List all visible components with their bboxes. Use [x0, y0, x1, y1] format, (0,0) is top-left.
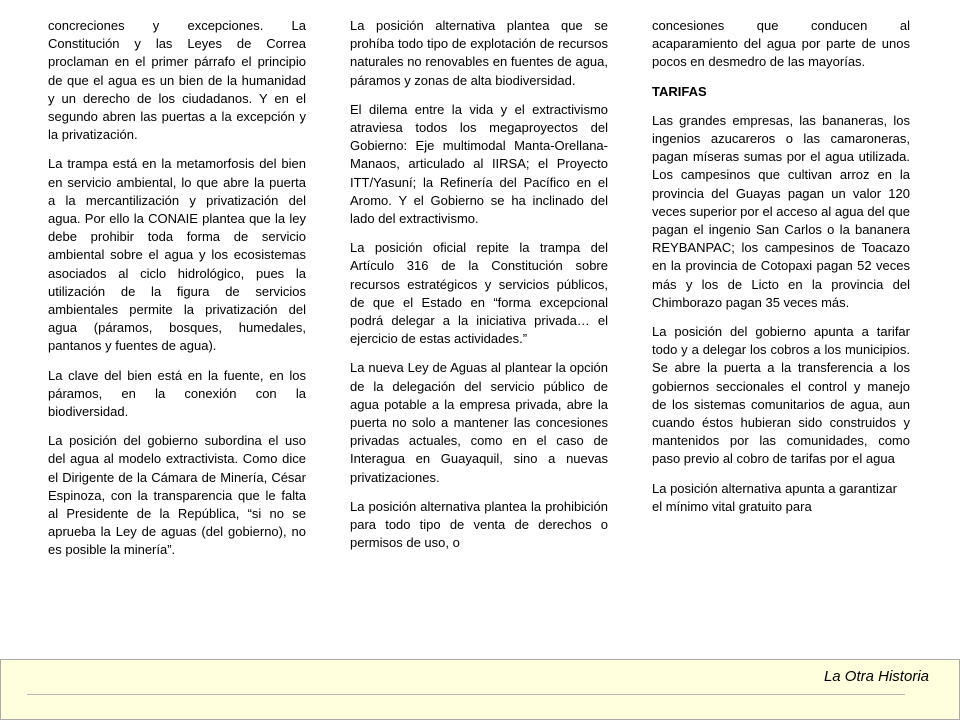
footer-bar	[0, 659, 960, 720]
text-column-3	[652, 17, 910, 527]
paragraph: El dilema entre la vida y el extractivismo atraviesa todos los megaproyectos del Gobierno: Eje multimodal Manta-Orellana-Manaos, articulado al IIRSA; el Proyecto ITT/Yasuní; la Refinería del Pacífico en el Aromo. Y el Gobierno se ha inclinado del lado del extractivismo.	[350, 101, 608, 227]
section-heading-tarifas: TARIFAS	[652, 83, 707, 99]
text-column-1	[48, 17, 306, 571]
paragraph: La posición del gobierno apunta a tarifar todo y a delegar los cobros a los municipios. Se abre la puerta a la transferencia a los gobiernos seccionales el control y manejo de los sistemas comunitarios de agua, aun cuando éstos hubieran sido construidos y mantenidos por las comunidades, como paso previo al cobro de tarifas por el agua	[652, 324, 910, 467]
paragraph: La posición alternativa plantea que se prohíba todo tipo de explotación de recursos naturales no renovables en fuentes de agua, páramos y zonas de alta biodiversidad.	[350, 18, 608, 88]
paragraph: concesiones que conducen al acaparamiento del agua por parte de unos pocos en desmedro de las mayorías.	[652, 18, 910, 70]
footer-label: La Otra Historia	[823, 668, 929, 685]
paragraph: concreciones y excepciones. La Constitución y las Leyes de Correa proclaman en el primer párrafo el principio de que el agua es un bien de la humanidad y un derecho de los ciudadanos. Y en el segundo abren las puertas a la excepción y la privatización.	[48, 18, 306, 143]
text-column-2	[350, 17, 608, 563]
paragraph: La trampa está en la metamorfosis del bien en servicio ambiental, lo que abre la puerta a la mercantilización y privatización del agua. Por ello la CONAIE plantea que la ley debe prohibir toda forma de servicio ambiental sobre el agua y los ecosistemas asociados al ciclo hidrológico, pues la utilización de la figura de servicios ambientales permite la privatización del agua (páramos, bosques, humedales, pantanos y fuentes de agua).	[48, 156, 306, 354]
paragraph: La posición oficial repite la trampa del Artículo 316 de la Constitución sobre recursos estratégicos y servicios públicos, de que el Estado en “forma excepcional podrá delegar a la iniciativa privada… el ejercicio de estas actividades.”	[350, 240, 608, 347]
paragraph: Las grandes empresas, las bananeras, los ingenios azucareros o las camaroneras, pagan míseras sumas por el agua utilizada. Los campesinos que cultivan arroz en la provincia del Guayas pagan un valor 120 veces superior por el acceso al agua del que pagan el ingenio San Carlos o la bananera REYBANPAC; los campesinos de Toacazo en la provincia de Cotopaxi pagan 52 veces más y los de Licto en la provincia del Chimborazo pagan 35 veces más.	[652, 112, 910, 310]
paragraph: La nueva Ley de Aguas al plantear la opción de la delegación del servicio público de agua potable a la empresa privada, abre la puerta no solo a mantener las concesiones privadas actuales, como en el caso de Interagua en Guayaquil, sino a nuevas privatizaciones.	[350, 360, 608, 485]
paragraph: La clave del bien está en la fuente, en los páramos, en la conexión con la biodiversidad.	[48, 367, 306, 420]
paragraph: La posición alternativa plantea la prohibición para todo tipo de venta de derechos o permisos de uso, o	[350, 498, 608, 551]
paragraph: La posición alternativa apunta a garantizar el mínimo vital gratuito para	[652, 480, 897, 514]
footer-divider	[27, 694, 905, 695]
paragraph: La posición del gobierno subordina el uso del agua al modelo extractivista. Como dice el Dirigente de la Cámara de Minería, César Espinoza, con la transparencia que le falta al Presidente de la República, “si no se aprueba la Ley de aguas (del gobierno), no es posible la minería”.	[48, 433, 306, 558]
